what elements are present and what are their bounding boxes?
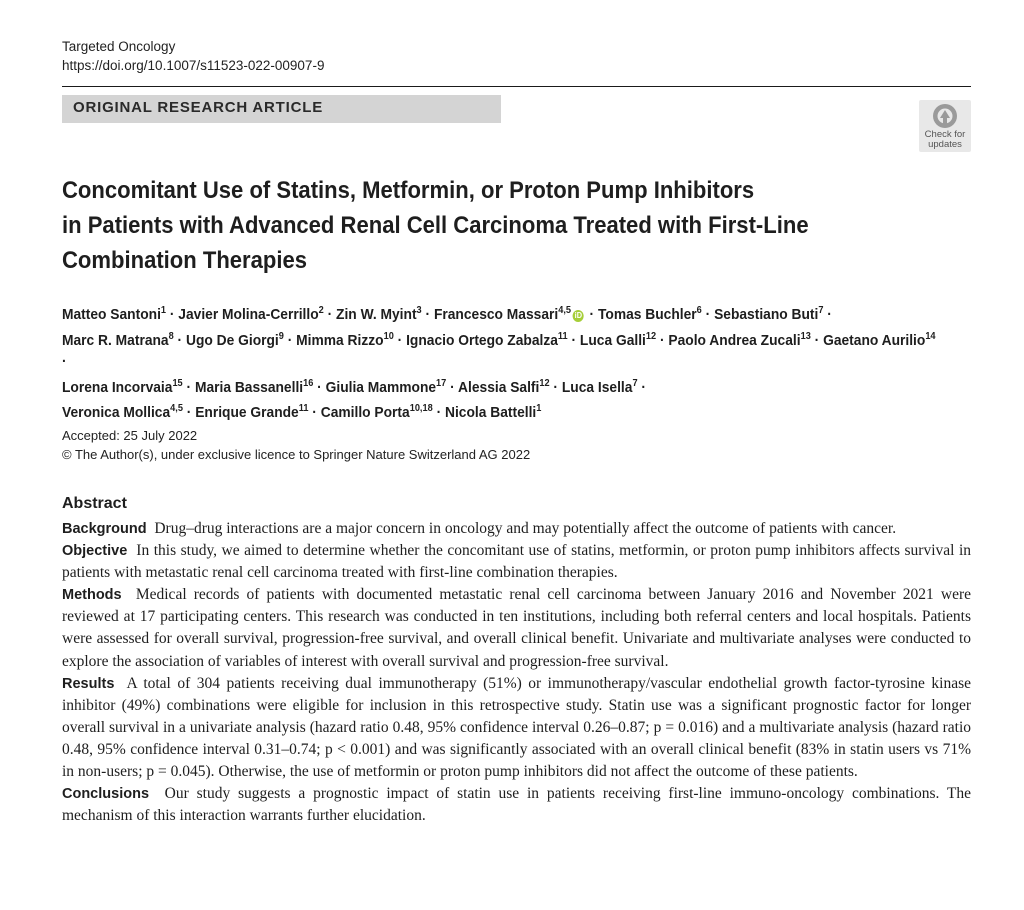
author-separator: ·: [656, 331, 669, 349]
author-name[interactable]: Luca Galli: [579, 331, 646, 349]
author-separator: ·: [421, 306, 434, 323]
author-separator: ·: [823, 306, 832, 323]
journal-header: [62, 37, 324, 75]
accepted-date: Accepted: 25 July 2022: [62, 428, 198, 443]
abstract-results: [62, 673, 971, 783]
author-affiliation: 15: [172, 377, 183, 389]
author-separator: ·: [313, 378, 326, 396]
author-affiliation: 16: [303, 377, 314, 389]
author-name[interactable]: Maria Bassanelli: [194, 378, 304, 396]
objective-label: Objective: [62, 543, 128, 560]
title-line-3: Combination Therapies: [62, 247, 308, 274]
title-line-2: in Patients with Advanced Renal Cell Carcinoma Treated with First-Line: [62, 212, 809, 239]
orcid-icon[interactable]: iD: [574, 311, 583, 320]
author-separator: ·: [701, 306, 715, 323]
abstract-background: [62, 518, 971, 540]
author-separator: ·: [549, 378, 562, 396]
author-name[interactable]: Veronica Mollica: [62, 404, 171, 421]
methods-text: Medical records of patients with documented metastatic renal cell carcinoma between January 2016 and November 2021 were reviewed at 17 participating centers. This research was conducted in ten institutions, including both referral centers and local hospitals. Patients were assessed for overall survival, progression-free survival, and overall clinical benefit. Univariate and multivariate analyses were conducted to explore the association of variables of interest with overall survival and progression-free survival.: [62, 586, 972, 670]
check-for-updates-icon: [931, 102, 959, 130]
abstract-body: [62, 518, 971, 827]
author-name[interactable]: Javier Molina-Cerrillo: [178, 306, 319, 323]
author-list: [62, 300, 936, 424]
author-affiliation: 11: [557, 330, 568, 342]
article-title: [62, 173, 854, 278]
author-affiliation: 7: [818, 305, 824, 316]
author-separator: ·: [182, 404, 196, 421]
author-separator: ·: [567, 331, 580, 349]
author-affiliation: 7: [632, 377, 638, 389]
author-affiliation: 10: [383, 330, 394, 342]
author-affiliation: 10,18: [409, 403, 433, 414]
abstract-objective: [62, 540, 971, 584]
abstract-methods: [62, 584, 971, 672]
author-separator: ·: [585, 306, 599, 323]
author-affiliation: 11: [298, 403, 309, 414]
author-affiliation: 1: [536, 403, 542, 414]
copyright-notice: © The Author(s), under exclusive licence to Springer Nature Switzerland AG 2022: [62, 447, 531, 462]
author-name[interactable]: Francesco Massari: [433, 306, 559, 323]
author-name[interactable]: Luca Isella: [561, 378, 633, 396]
author-name[interactable]: Gaetano Aurilio: [823, 331, 926, 349]
author-affiliation: 6: [696, 305, 702, 316]
results-label: Results: [62, 675, 115, 692]
author-affiliation: 4,5: [170, 403, 183, 414]
author-separator: ·: [283, 331, 297, 349]
author-affiliation: 8: [168, 330, 174, 342]
journal-name: Targeted Oncology: [62, 39, 176, 54]
author-name[interactable]: Sebastiano Buti: [714, 306, 819, 323]
check-for-updates-line2: updates: [928, 139, 962, 150]
author-separator: ·: [637, 378, 647, 396]
author-affiliation: 12: [645, 330, 657, 342]
conclusions-text: Our study suggests a prognostic impact of statin use in patients receiving first-line immuno-oncology combinations. The mechanism of this interaction warrants further elucidation.: [62, 785, 971, 825]
author-name[interactable]: Paolo Andrea Zucali: [668, 331, 801, 349]
author-name[interactable]: Ignacio Ortego Zabalza: [406, 331, 558, 349]
author-separator: ·: [182, 378, 195, 396]
author-separator: ·: [62, 353, 67, 370]
article-type-band: ORIGINAL RESEARCH ARTICLE: [62, 95, 501, 123]
author-name[interactable]: Zin W. Myint: [336, 306, 417, 323]
title-line-1: Concomitant Use of Statins, Metformin, or Proton Pump Inhibitors: [62, 177, 755, 204]
author-name[interactable]: Giulia Mammone: [325, 378, 437, 396]
author-name[interactable]: Enrique Grande: [195, 404, 299, 421]
author-name[interactable]: Marc R. Matrana: [62, 331, 169, 349]
author-separator: ·: [810, 331, 824, 349]
background-label: Background: [62, 521, 147, 537]
header-divider: [62, 86, 971, 87]
article-meta: [62, 426, 530, 464]
author-name[interactable]: Ugo De Giorgi: [185, 331, 279, 349]
author-separator: ·: [166, 306, 179, 323]
abstract-conclusions: [62, 783, 971, 827]
author-separator: ·: [323, 306, 337, 323]
author-affiliation: 13: [800, 330, 811, 342]
author-separator: ·: [393, 331, 407, 349]
author-name[interactable]: Nicola Battelli: [445, 404, 537, 421]
author-affiliation: 14: [925, 330, 936, 342]
author-name[interactable]: Lorena Incorvaia: [62, 378, 173, 396]
background-text: Drug–drug interactions are a major concern in oncology and may potentially affect the outcome of patients with cancer.: [154, 520, 897, 537]
author-separator: ·: [308, 404, 321, 421]
author-name[interactable]: Camillo Porta: [320, 404, 410, 421]
check-for-updates-line1: Check for: [924, 129, 966, 140]
author-name[interactable]: Alessia Salfi: [458, 378, 540, 396]
author-affiliation: 4,5: [558, 305, 572, 316]
author-affiliation: 3: [416, 305, 422, 316]
author-name[interactable]: Tomas Buchler: [598, 306, 697, 323]
objective-text: In this study, we aimed to determine whether the concomitant use of statins, metformin, or proton pump inhibitors affects survival in patients with metastatic renal cell carcinoma treated with first-line combination therapies.: [62, 542, 971, 582]
author-affiliation: 12: [539, 377, 550, 389]
conclusions-label: Conclusions: [62, 786, 150, 803]
results-text: A total of 304 patients receiving dual immunotherapy (51%) or immunotherapy/vascular endothelial growth factor-tyrosine kinase inhibitor (49%) combinations were eligible for inclusion in this retrospective study. Statin use was a significant prognostic factor for longer overall survival in a univariate analysis (hazard ratio 0.48, 95% confidence interval 0.26–0.87; p = 0.016) and a multivariate analysis (hazard ratio 0.48, 95% confidence interval 0.31–0.74; p < 0.001) and was significantly associated with an overall clinical benefit (83% in statin users vs 71% in non-users; p = 0.045). Otherwise, the use of metformin or proton pump inhibitors did not affect the outcome of these patients.: [62, 674, 971, 781]
author-separator: ·: [432, 404, 446, 421]
author-name[interactable]: Mimma Rizzo: [296, 331, 384, 349]
abstract-heading: Abstract: [62, 495, 127, 512]
author-separator: ·: [173, 331, 186, 349]
author-affiliation: 2: [318, 305, 324, 316]
methods-label: Methods: [62, 587, 122, 604]
author-separator: ·: [446, 378, 459, 396]
author-affiliation: 1: [160, 305, 167, 316]
check-for-updates-badge[interactable]: [919, 100, 971, 152]
author-name[interactable]: Matteo Santoni: [62, 306, 161, 323]
author-affiliation: 17: [436, 377, 447, 389]
author-affiliation: 9: [278, 330, 284, 342]
doi-link[interactable]: https://doi.org/10.1007/s11523-022-00907-9: [62, 58, 325, 73]
